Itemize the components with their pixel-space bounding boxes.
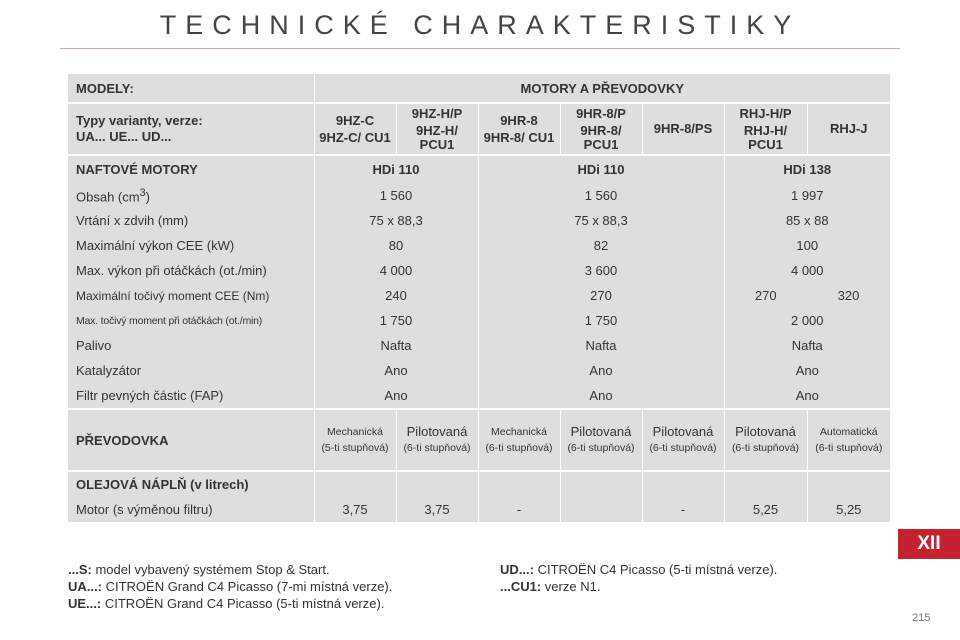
spec-row: [68, 258, 890, 283]
spec-value: 75 x 88,3: [478, 208, 724, 233]
page-number: 215: [912, 612, 931, 624]
spec-value: Ano: [314, 383, 478, 409]
spec-value: 270: [724, 283, 807, 308]
variant-code: 9HZ-H/P 9HZ-H/ PCU1: [396, 103, 478, 155]
engines-label: MOTORY A PŘEVODOVKY: [314, 74, 890, 103]
spec-label: Maximální výkon CEE (kW): [68, 233, 314, 258]
oil-row: [68, 497, 890, 522]
spec-value: Ano: [478, 383, 724, 409]
spec-label: Max. točivý moment při otáčkách (ot./min): [68, 308, 314, 333]
engine-name: HDi 110: [314, 155, 478, 183]
oil-value: 3,75: [314, 497, 396, 522]
gearbox-label: PŘEVODOVKA: [68, 409, 314, 471]
footnote: UD...: CITROËN C4 Picasso (5-ti místná verze).: [500, 562, 778, 577]
spec-label: Palivo: [68, 333, 314, 358]
variant-code: RHJ-J: [807, 103, 890, 155]
variant-code: 9HR-8 9HR-8/ CU1: [478, 103, 560, 155]
spec-value: Nafta: [724, 333, 890, 358]
empty-cell: [807, 471, 890, 497]
spec-row: [68, 233, 890, 258]
spec-value: Nafta: [478, 333, 724, 358]
footnote: UE...: CITROËN Grand C4 Picasso (5-ti místná verze).: [68, 596, 385, 611]
variant-code: 9HR-8/PS: [642, 103, 724, 155]
empty-cell: [724, 471, 807, 497]
oil-value: 5,25: [807, 497, 890, 522]
spec-label: Vrtání x zdvih (mm): [68, 208, 314, 233]
spec-row: [68, 383, 890, 409]
oil-value: 5,25: [724, 497, 807, 522]
chapter-tab: XII: [898, 529, 960, 559]
variant-code: 9HZ-C 9HZ-C/ CU1: [314, 103, 396, 155]
spec-table: [68, 74, 890, 522]
spec-value: 75 x 88,3: [314, 208, 478, 233]
gearbox-type: Automatická (6-ti stupňová): [807, 409, 890, 471]
diesel-header-row: [68, 155, 890, 183]
empty-cell: [478, 471, 560, 497]
spec-value: 2 000: [724, 308, 890, 333]
empty-cell: [314, 471, 396, 497]
oil-header-row: [68, 471, 890, 497]
spec-row: [68, 333, 890, 358]
variants-row: [68, 103, 890, 155]
spec-value: 100: [724, 233, 890, 258]
oil-value: -: [478, 497, 560, 522]
gearbox-type: Pilotovaná (6-ti stupňová): [396, 409, 478, 471]
footnote: ...S: model vybavený systémem Stop & Start.: [68, 562, 330, 577]
spec-value: 4 000: [724, 258, 890, 283]
variants-label: [68, 103, 314, 155]
spec-value: 1 560: [314, 183, 478, 208]
spec-row: [68, 208, 890, 233]
spec-value: 82: [478, 233, 724, 258]
spec-value: Nafta: [314, 333, 478, 358]
footnote: UA...: CITROËN Grand C4 Picasso (7-mi místná verze).: [68, 579, 393, 594]
spec-value: 1 750: [478, 308, 724, 333]
empty-cell: [396, 471, 478, 497]
spec-value: Ano: [724, 383, 890, 409]
variant-code: RHJ-H/P RHJ-H/ PCU1: [724, 103, 807, 155]
title-divider: [60, 48, 900, 49]
spec-value: 4 000: [314, 258, 478, 283]
spec-row: [68, 283, 890, 308]
gearbox-type: Pilotovaná (6-ti stupňová): [724, 409, 807, 471]
oil-value: -: [642, 497, 724, 522]
spec-value: 1 997: [724, 183, 890, 208]
gearbox-type: Pilotovaná (6-ti stupňová): [560, 409, 642, 471]
spec-value: 3 600: [478, 258, 724, 283]
oil-value: [560, 497, 642, 522]
page-title: TECHNICKÉ CHARAKTERISTIKY: [159, 10, 801, 40]
models-label: MODELY:: [68, 74, 314, 103]
spec-row: [68, 183, 890, 208]
footnotes-right: [500, 561, 777, 595]
spec-value: 1 560: [478, 183, 724, 208]
spec-value: 320: [807, 283, 890, 308]
diesel-label: NAFTOVÉ MOTORY: [68, 155, 314, 183]
variants-label-line1: Typy varianty, verze:: [76, 113, 203, 128]
oil-value: 3,75: [396, 497, 478, 522]
spec-value: 270: [478, 283, 724, 308]
spec-label: Max. výkon při otáčkách (ot./min): [68, 258, 314, 283]
spec-value: Ano: [478, 358, 724, 383]
empty-cell: [560, 471, 642, 497]
oil-label: OLEJOVÁ NÁPLŇ (v litrech): [68, 471, 314, 497]
gearbox-type: Mechanická (5-ti stupňová): [314, 409, 396, 471]
spec-value: 240: [314, 283, 478, 308]
spec-row: [68, 358, 890, 383]
oil-row-label: Motor (s výměnou filtru): [68, 497, 314, 522]
spec-row: [68, 308, 890, 333]
variant-code: 9HR-8/P 9HR-8/ PCU1: [560, 103, 642, 155]
engine-name: HDi 110: [478, 155, 724, 183]
spec-value: Ano: [724, 358, 890, 383]
spec-value: 85 x 88: [724, 208, 890, 233]
gearbox-type: Mechanická (6-ti stupňová): [478, 409, 560, 471]
spec-value: 80: [314, 233, 478, 258]
spec-label: Katalyzátor: [68, 358, 314, 383]
spec-value: Ano: [314, 358, 478, 383]
gearbox-row: [68, 409, 890, 471]
gearbox-type: Pilotovaná (6-ti stupňová): [642, 409, 724, 471]
engine-name: HDi 138: [724, 155, 890, 183]
empty-cell: [642, 471, 724, 497]
footnotes-left: [68, 561, 392, 612]
spec-label: Maximální točivý moment CEE (Nm): [68, 283, 314, 308]
variants-label-line2: UA... UE... UD...: [76, 129, 172, 144]
spec-label: Obsah $(cm^3)$: [68, 183, 314, 208]
spec-label: Filtr pevných částic (FAP): [68, 383, 314, 409]
header-row: [68, 74, 890, 103]
spec-value: 1 750: [314, 308, 478, 333]
footnote: ...CU1: verze N1.: [500, 579, 601, 594]
